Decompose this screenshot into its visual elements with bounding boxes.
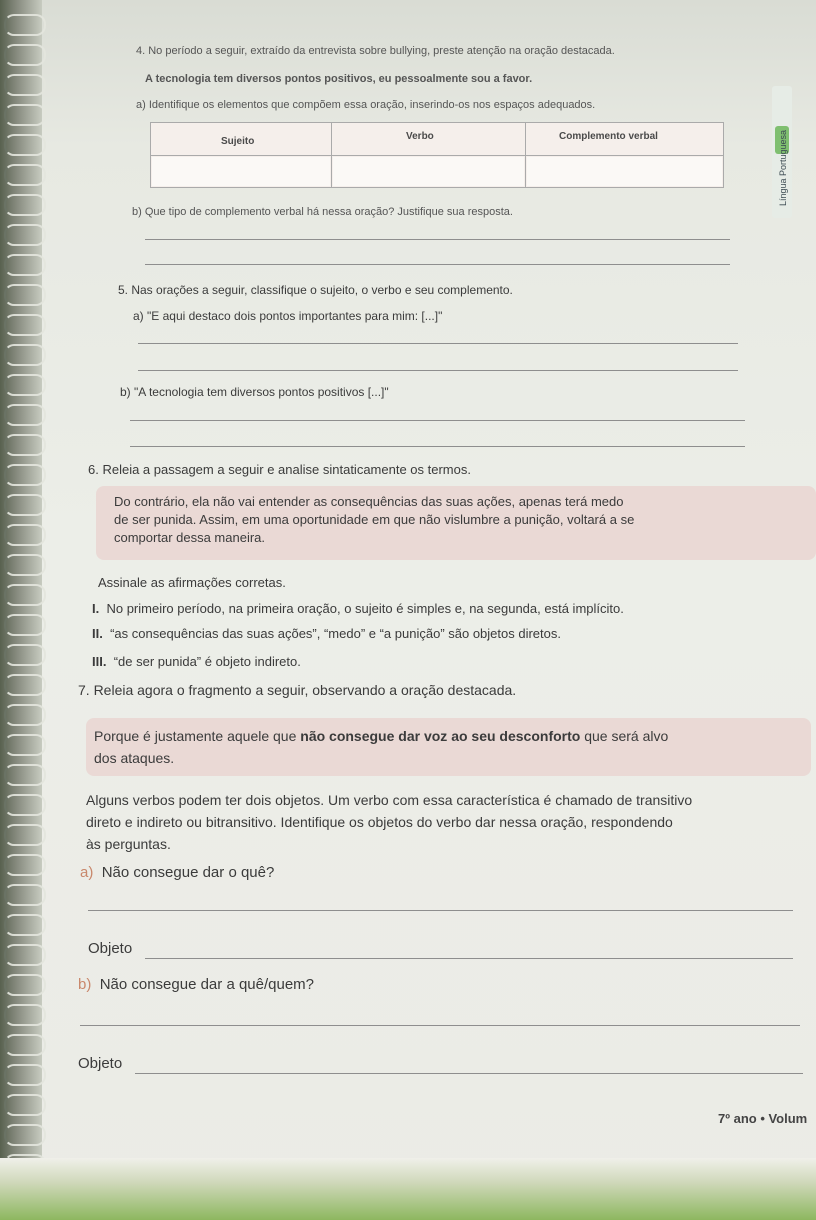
spiral-ring <box>4 1124 46 1146</box>
spiral-ring <box>4 104 46 126</box>
spiral-ring <box>4 344 46 366</box>
spiral-ring <box>4 1094 46 1116</box>
spiral-ring <box>4 944 46 966</box>
q6-passage-line: comportar dessa maneira. <box>114 530 266 545</box>
q6-passage-line: de ser punida. Assim, em uma oportunidade em que não vislumbre a punição, voltará a se <box>114 512 635 527</box>
answer-line[interactable] <box>80 1025 800 1026</box>
spiral-ring <box>4 284 46 306</box>
answer-line[interactable] <box>88 910 793 911</box>
q4-quote: A tecnologia tem diversos pontos positivos, eu pessoalmente sou a favor. <box>145 73 533 85</box>
footer-grade-volume: 7º ano • Volum <box>718 1111 808 1126</box>
spiral-ring <box>4 824 46 846</box>
q6-item-3[interactable] <box>92 654 301 669</box>
spiral-ring <box>4 1034 46 1056</box>
spiral-ring <box>4 884 46 906</box>
spiral-ring <box>4 14 46 36</box>
spiral-ring <box>4 464 46 486</box>
q7-passage-line2: dos ataques. <box>94 750 175 766</box>
spiral-ring <box>4 194 46 216</box>
q7-intro: 7. Releia agora o fragmento a seguir, observando a oração destacada. <box>78 682 517 698</box>
answer-cell-complemento[interactable] <box>527 157 722 186</box>
table-header-complemento: Complemento verbal <box>559 131 658 142</box>
spiral-ring <box>4 854 46 876</box>
spiral-ring <box>4 524 46 546</box>
q4-b: b) Que tipo de complemento verbal há nessa oração? Justifique sua resposta. <box>132 206 513 218</box>
q7-b-letter: b) <box>78 976 92 993</box>
side-tab-lingua-portuguesa <box>772 86 792 218</box>
answer-line[interactable] <box>138 343 738 344</box>
bottom-green-edge <box>0 1158 816 1220</box>
spiral-ring <box>4 644 46 666</box>
table-header-sujeito: Sujeito <box>221 136 255 147</box>
answer-line[interactable] <box>145 239 730 240</box>
spiral-ring <box>4 764 46 786</box>
q7-b-text: Não consegue dar a quê/quem? <box>99 976 315 993</box>
passage-post: que será alvo <box>580 728 669 744</box>
spiral-ring <box>4 1064 46 1086</box>
q7-a-letter: a) <box>80 864 94 881</box>
answer-line[interactable] <box>145 264 730 265</box>
q7-passage-box <box>86 718 811 776</box>
q5-a: a) "E aqui destaco dois pontos importantes para mim: [...]" <box>133 309 443 323</box>
answer-line[interactable] <box>130 446 745 447</box>
spiral-ring <box>4 554 46 576</box>
spiral-ring <box>4 584 46 606</box>
item-text: No primeiro período, na primeira oração, o sujeito é simples e, na segunda, está implícito. <box>106 601 624 616</box>
spiral-ring <box>4 974 46 996</box>
q7-b <box>78 976 314 993</box>
objeto-b-line[interactable] <box>135 1073 803 1074</box>
spiral-ring <box>4 734 46 756</box>
spiral-ring <box>4 494 46 516</box>
q4-intro: 4. No período a seguir, extraído da entrevista sobre bullying, preste atenção na oração destacada. <box>136 45 615 57</box>
answer-line[interactable] <box>138 370 738 371</box>
q6-passage-box <box>96 486 816 560</box>
q6-item-1[interactable] <box>92 601 624 616</box>
q6-intro: 6. Releia a passagem a seguir e analise sintaticamente os termos. <box>88 462 471 477</box>
q6-item-2[interactable] <box>92 626 561 641</box>
spiral-ring <box>4 134 46 156</box>
spiral-ring <box>4 374 46 396</box>
item-text: “as consequências das suas ações”, “medo” e “a punição” são objetos diretos. <box>110 626 561 641</box>
q5-b: b) "A tecnologia tem diversos pontos positivos [...]" <box>120 385 389 399</box>
objeto-a-line[interactable] <box>145 958 793 959</box>
spiral-ring <box>4 164 46 186</box>
item-number: II. <box>92 626 103 641</box>
side-tab-label: Língua Portuguesa <box>778 129 788 206</box>
spiral-ring <box>4 914 46 936</box>
spiral-ring <box>4 614 46 636</box>
spiral-ring <box>4 704 46 726</box>
q7-passage-line1 <box>94 728 668 744</box>
spiral-ring <box>4 224 46 246</box>
q7-body-line: Alguns verbos podem ter dois objetos. Um verbo com essa característica é chamado de transitivo <box>86 792 693 808</box>
answer-cell-verbo[interactable] <box>333 157 524 186</box>
spiral-ring <box>4 74 46 96</box>
answer-line[interactable] <box>130 420 745 421</box>
spiral-ring <box>4 314 46 336</box>
passage-bold: não consegue dar voz ao seu desconforto <box>300 728 581 744</box>
spiral-ring <box>4 404 46 426</box>
spiral-ring <box>4 794 46 816</box>
spiral-ring <box>4 1004 46 1026</box>
q7-body-line: às perguntas. <box>86 836 171 852</box>
q7-body-line: direto e indireto ou bitransitivo. Identifique os objetos do verbo dar nessa oração, respondendo <box>86 814 673 830</box>
objeto-b-label: Objeto <box>78 1055 123 1072</box>
q6-passage-line: Do contrário, ela não vai entender as consequências das suas ações, apenas terá medo <box>114 494 624 509</box>
q7-a-text: Não consegue dar o quê? <box>101 864 275 881</box>
q6-instruction: Assinale as afirmações corretas. <box>98 575 286 590</box>
spiral-ring <box>4 674 46 696</box>
item-text: “de ser punida” é objeto indireto. <box>113 654 301 669</box>
passage-pre: Porque é justamente aquele que <box>94 728 301 744</box>
spiral-ring <box>4 434 46 456</box>
q4-a: a) Identifique os elementos que compõem essa oração, inserindo-os nos espaços adequados. <box>136 99 596 111</box>
q7-a <box>80 864 274 881</box>
item-number: III. <box>92 654 107 669</box>
q5-intro: 5. Nas orações a seguir, classifique o sujeito, o verbo e seu complemento. <box>118 283 513 297</box>
spiral-ring <box>4 254 46 276</box>
table-header-verbo: Verbo <box>406 131 434 142</box>
answer-cell-sujeito[interactable] <box>152 157 330 186</box>
item-number: I. <box>92 601 100 616</box>
q4-answer-table <box>150 122 724 188</box>
spiral-ring <box>4 44 46 66</box>
objeto-a-label: Objeto <box>88 940 133 957</box>
